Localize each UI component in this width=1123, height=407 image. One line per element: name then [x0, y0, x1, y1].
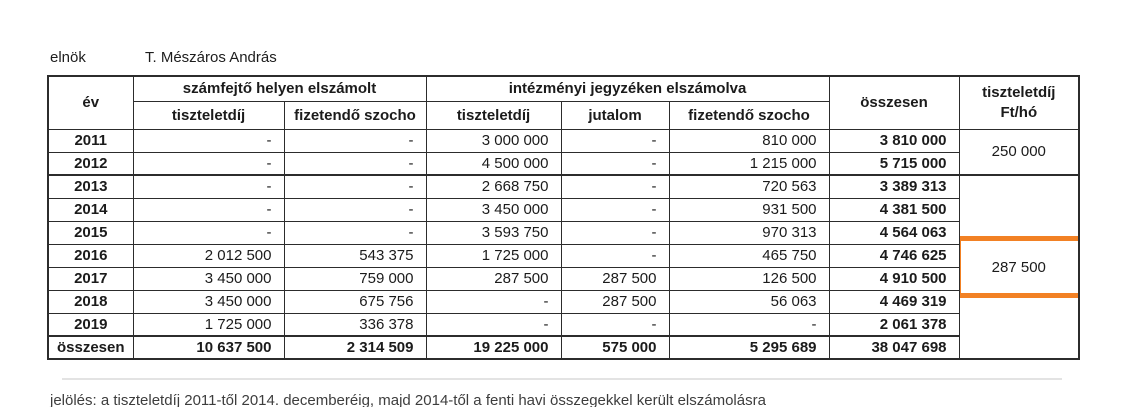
total-cell: 3 810 000	[829, 129, 959, 152]
value-cell: -	[561, 175, 669, 198]
value-cell: -	[561, 129, 669, 152]
value-cell: -	[561, 221, 669, 244]
fee-per-month-cell	[959, 129, 1079, 175]
value-cell: 3 450 000	[426, 198, 561, 221]
value-cell: 2 668 750	[426, 175, 561, 198]
total-cell: 4 746 625	[829, 244, 959, 267]
fee-per-month-line1: tiszteletdíj	[982, 83, 1056, 101]
sub-col-header-0: tiszteletdíj	[133, 101, 284, 129]
col-group-institutional: intézményi jegyzéken elszámolva	[426, 76, 829, 101]
value-cell: 287 500	[561, 290, 669, 313]
value-cell: 126 500	[669, 267, 829, 290]
value-cell: 465 750	[669, 244, 829, 267]
col-header-total: összesen	[829, 76, 959, 129]
value-cell: -	[561, 313, 669, 336]
table-row	[48, 175, 1079, 198]
value-cell: 1 215 000	[669, 152, 829, 175]
value-cell: 543 375	[284, 244, 426, 267]
table-row	[48, 198, 1079, 221]
table-row	[48, 129, 1079, 152]
table-row	[48, 152, 1079, 175]
total-cell: 2 061 378	[829, 313, 959, 336]
table-row	[48, 267, 1079, 290]
value-cell: 2 012 500	[133, 244, 284, 267]
value-cell: -	[284, 198, 426, 221]
value-cell: 4 500 000	[426, 152, 561, 175]
value-cell: -	[133, 152, 284, 175]
value-cell: 287 500	[426, 267, 561, 290]
value-cell: -	[284, 175, 426, 198]
value-cell: 1 725 000	[133, 313, 284, 336]
role-label: elnök	[50, 49, 86, 66]
sub-col-header-3: jutalom	[561, 101, 669, 129]
value-cell: -	[133, 175, 284, 198]
total-cell: 3 389 313	[829, 175, 959, 198]
value-cell: 3 450 000	[133, 290, 284, 313]
col-group-payroll: számfejtő helyen elszámolt	[133, 76, 426, 101]
table-row	[48, 313, 1079, 336]
value-cell: 287 500	[561, 267, 669, 290]
year-cell: 2011	[48, 129, 133, 152]
value-cell: 970 313	[669, 221, 829, 244]
total-cell: 4 381 500	[829, 198, 959, 221]
value-cell: -	[133, 129, 284, 152]
value-cell: 3 593 750	[426, 221, 561, 244]
value-cell: 810 000	[669, 129, 829, 152]
col-header-year: év	[48, 76, 133, 129]
year-cell: 2012	[48, 152, 133, 175]
total-cell: 4 469 319	[829, 290, 959, 313]
value-cell: 720 563	[669, 175, 829, 198]
value-cell: 931 500	[669, 198, 829, 221]
year-cell: 2015	[48, 221, 133, 244]
sub-col-header-4: fizetendő szocho	[669, 101, 829, 129]
value-cell: 3 450 000	[133, 267, 284, 290]
table-header	[48, 76, 1079, 129]
value-cell: 19 225 000	[426, 336, 561, 359]
fee-per-month-cell	[959, 175, 1079, 359]
value-cell: 336 378	[284, 313, 426, 336]
value-cell: 5 295 689	[669, 336, 829, 359]
value-cell: 675 756	[284, 290, 426, 313]
value-cell: -	[133, 198, 284, 221]
year-cell: 2017	[48, 267, 133, 290]
value-cell: -	[284, 129, 426, 152]
table-row	[48, 244, 1079, 267]
total-cell: 4 564 063	[829, 221, 959, 244]
fee-per-month-value: 287 500	[991, 258, 1046, 276]
value-cell: 575 000	[561, 336, 669, 359]
value-cell: -	[426, 290, 561, 313]
value-cell: 1 725 000	[426, 244, 561, 267]
value-cell: -	[669, 313, 829, 336]
value-cell: -	[561, 198, 669, 221]
value-cell: 10 637 500	[133, 336, 284, 359]
value-cell: -	[284, 152, 426, 175]
fee-per-month-wrap	[960, 130, 1079, 175]
year-cell: 2018	[48, 290, 133, 313]
value-cell: -	[133, 221, 284, 244]
sub-col-header-2: tiszteletdíj	[426, 101, 561, 129]
sub-col-header-1: fizetendő szocho	[284, 101, 426, 129]
year-cell: 2019	[48, 313, 133, 336]
table-body	[48, 129, 1079, 359]
year-cell: 2014	[48, 198, 133, 221]
total-cell: 5 715 000	[829, 152, 959, 175]
value-cell: -	[426, 313, 561, 336]
value-cell: 759 000	[284, 267, 426, 290]
fee-per-month-value: 250 000	[991, 143, 1046, 161]
total-cell: 38 047 698	[829, 336, 959, 359]
total-cell: 4 910 500	[829, 267, 959, 290]
value-cell: 3 000 000	[426, 129, 561, 152]
year-cell: 2016	[48, 244, 133, 267]
year-cell: összesen	[48, 336, 133, 359]
value-cell: 2 314 509	[284, 336, 426, 359]
year-cell: 2013	[48, 175, 133, 198]
value-cell: -	[561, 152, 669, 175]
fee-summary-table	[47, 75, 1080, 360]
value-cell: 56 063	[669, 290, 829, 313]
scan-artifact-line	[62, 378, 1062, 380]
value-cell: -	[561, 244, 669, 267]
fee-per-month-wrap	[960, 176, 1079, 358]
footnote-clipped: jelölés: a tiszteletdíj 2011-től 2014. decemberéig, majd 2014-től a fenti havi összegekkel került elszámolásra	[50, 392, 766, 407]
fee-per-month-line2: Ft/hó	[1000, 103, 1038, 121]
value-cell: -	[284, 221, 426, 244]
table-total-row	[48, 336, 1079, 359]
table-row	[48, 290, 1079, 313]
president-name: T. Mészáros András	[145, 49, 277, 66]
col-header-fee-per-month	[959, 76, 1079, 129]
table-row	[48, 221, 1079, 244]
